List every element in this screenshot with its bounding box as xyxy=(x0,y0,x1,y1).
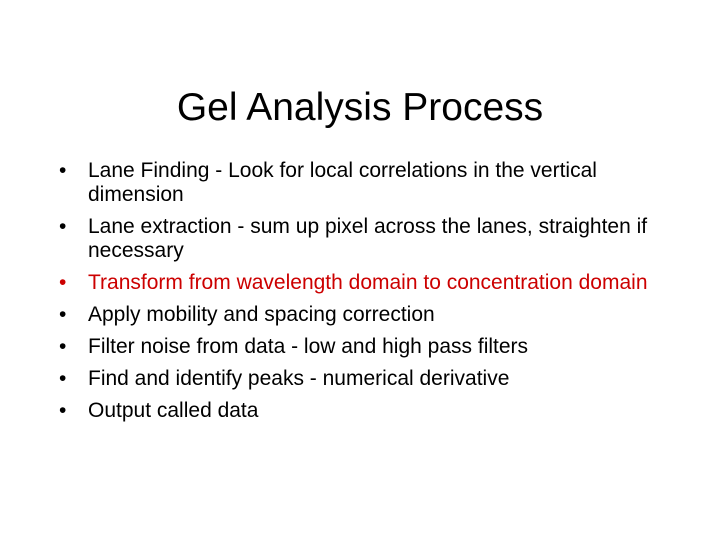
bullet-dot-icon: • xyxy=(59,399,67,422)
bullet-item xyxy=(54,215,684,263)
bullet-dot-icon: • xyxy=(59,303,67,326)
bullet-text: Lane extraction - sum up pixel across the lanes, straighten if necessary xyxy=(88,215,648,262)
bullet-text: Find and identify peaks - numerical derivative xyxy=(88,367,510,390)
slide-title: Gel Analysis Process xyxy=(176,86,544,129)
bullet-dot-icon: • xyxy=(59,215,67,238)
bullet-item xyxy=(54,399,684,423)
bullet-text: Filter noise from data - low and high pass filters xyxy=(88,335,529,358)
bullet-text: Output called data xyxy=(88,399,259,422)
bullet-text: Apply mobility and spacing correction xyxy=(88,303,435,326)
bullet-dot-icon: • xyxy=(59,159,67,182)
bullet-item xyxy=(54,271,684,295)
bullet-dot-icon: • xyxy=(59,367,67,390)
bullet-item xyxy=(54,335,684,359)
bullet-item xyxy=(54,367,684,391)
bullet-item xyxy=(54,303,684,327)
bullet-item xyxy=(54,159,684,207)
bullet-dot-icon: • xyxy=(59,335,67,358)
bullet-text: Lane Finding - Look for local correlations in the vertical dimension xyxy=(88,159,597,206)
bullet-dot-icon: • xyxy=(59,271,67,294)
bullet-text: Transform from wavelength domain to concentration domain xyxy=(88,271,648,294)
bullet-list xyxy=(54,159,684,431)
